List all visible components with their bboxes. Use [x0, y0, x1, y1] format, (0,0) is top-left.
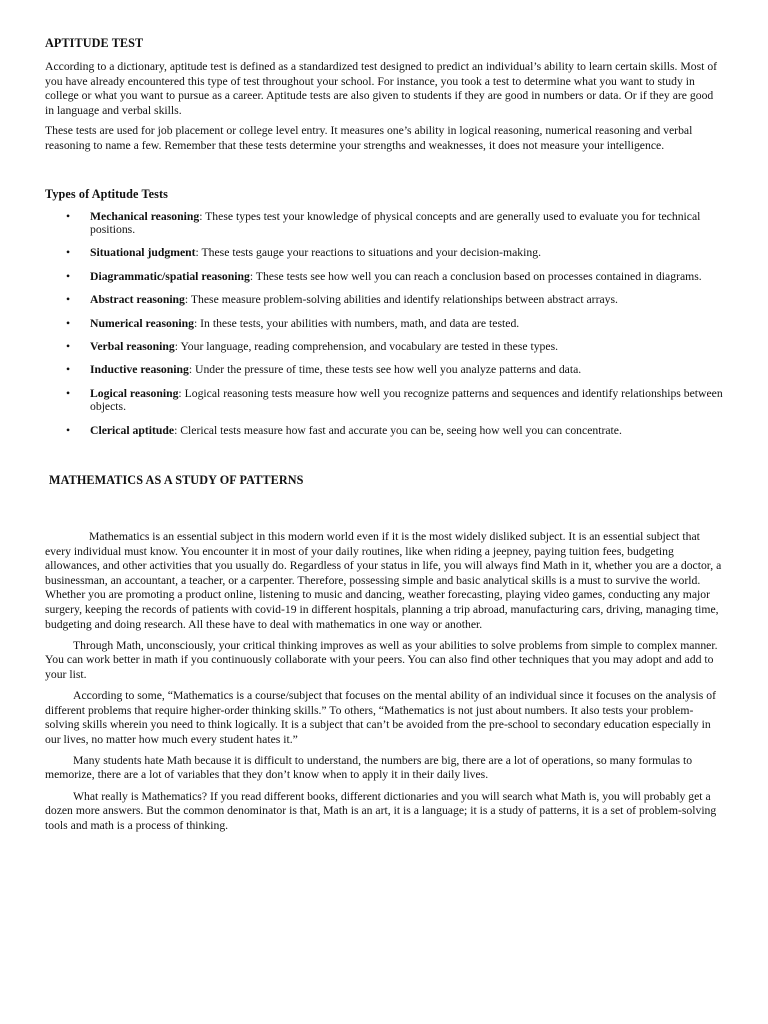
list-item — [45, 363, 724, 376]
list-item-term: Numerical reasoning — [90, 316, 194, 330]
aptitude-definition-paragraph: According to a dictionary, aptitude test is defined as a standardized test designed to predict an individual’s ability to learn certain skills. Most of you have already encountered this type of test throughout your school. For instance, you took a test to determine what you want to study in college or what you want to pursue as a career. Aptitude tests are also given to students if they are good in numbers or data. Or if they are good in language and verbal skills. — [45, 60, 718, 117]
bullet-icon: • — [66, 209, 71, 223]
bullet-icon: • — [66, 423, 71, 437]
list-item-term: Logical reasoning — [90, 386, 179, 400]
list-item-desc: : Logical reasoning tests measure how well you recognize patterns and sequences and identify relationships between objects. — [90, 386, 723, 414]
list-item-desc: : These types test your knowledge of physical concepts and are generally used to evaluate you for technical positions. — [90, 209, 701, 236]
list-item — [45, 424, 724, 437]
list-item — [45, 246, 724, 259]
list-item — [45, 317, 724, 330]
list-item-term: Inductive reasoning — [90, 363, 189, 377]
list-item-desc: : In these tests, your abilities with numbers, math, and data are tested. — [194, 316, 520, 330]
list-item-term: Abstract reasoning — [90, 293, 185, 307]
list-item — [45, 340, 724, 353]
bullet-icon: • — [66, 269, 71, 283]
list-item-term: Diagrammatic/spatial reasoning — [90, 269, 250, 283]
list-item-term: Verbal reasoning — [90, 340, 175, 353]
bullet-icon: • — [66, 246, 71, 260]
types-list — [45, 210, 724, 437]
list-item-term: Clerical aptitude — [90, 423, 175, 437]
list-item-term: Situational judgment — [90, 246, 196, 260]
math-paragraph-1: Mathematics is an essential subject in this modern world even if it is the most widely disliked subject. It is an essential subject that every individual must know. You encounter it in most of your daily routines, like when riding a jeepney, paying tuition fees, budgeting allowances, and other activities that you usually do. Regardless of your status in life, you will always find Math in it, whether you are a doctor, a businessman, an accountant, a teacher, or a carpenter. Therefore, possessing simple and basic analytical skills is a must to survive the world. Whether you are promoting a product online, listening to music and dancing, weather forecasting, playing video games, conducting any major surgery, keeping the records of patients with covid-19 in different hospitals, planning a trip abroad, manufacturing cars, driving, managing time, budgeting and doing research. All these have to deal with mathematics in one way or another. — [45, 530, 722, 631]
math-paragraph-2: Through Math, unconsciously, your critical thinking improves as well as your abilities to solve problems from simple to complex manner. You can work better in math if you continuously collaborate with your peers. You can also find other techniques that you may adopt and add to your list. — [45, 638, 718, 681]
math-paragraph-3: According to some, “Mathematics is a course/subject that focuses on the mental ability of an individual since it focuses on the analysis of different problems that require higher-order thinking skills.” To others, “Mathematics is not just about numbers. It also tests your problem-solving skills wherein you need to think logically. It is a subject that can’t be avoided from the pre-school to secondary education especially in our lives, no matter how much every student hates it.” — [45, 688, 716, 746]
math-paragraph-5: What really is Mathematics? If you read different books, different dictionaries and you will search what Math is, you will probably get a dozen more answers. But the common denominator is that, Math is an art, it is a language; it is a study of patterns, it is a set of problem-solving tools and math is a process of thinking. — [45, 789, 717, 832]
bullet-icon: • — [66, 386, 71, 400]
list-item-desc: : These tests gauge your reactions to situations and your decision-making. — [195, 246, 541, 260]
bullet-icon: • — [66, 293, 71, 307]
list-item-term: Mechanical reasoning — [90, 209, 200, 223]
list-item-desc: : These measure problem-solving abilities and identify relationships between abstract arrays. — [184, 293, 618, 307]
list-item — [45, 210, 724, 237]
list-item-desc: : Under the pressure of time, these tests see how well you analyze patterns and data. — [188, 363, 582, 377]
list-item — [45, 293, 724, 306]
bullet-icon: • — [66, 363, 71, 377]
aptitude-usage-paragraph: These tests are used for job placement or college level entry. It measures one’s ability in logical reasoning, numerical reasoning and verbal reasoning to name a few. Remember that these tests determine your strengths and weaknesses, it does not measure your intelligence. — [45, 124, 693, 152]
aptitude-test-heading: APTITUDE TEST — [45, 36, 144, 50]
types-heading: Types of Aptitude Tests — [45, 186, 168, 201]
mathematics-heading: MATHEMATICS AS A STUDY OF PATTERNS — [49, 473, 304, 488]
math-paragraph-4: Many students hate Math because it is difficult to understand, the numbers are big, there are a lot of operations, so many formulas to memorize, there are a lot of variables that they don’t know when to apply it in their daily lives. — [45, 753, 693, 782]
list-item-desc: : Clerical tests measure how fast and accurate you can be, seeing how well you can concentrate. — [174, 423, 622, 437]
list-item-desc: : Your language, reading comprehension, and vocabulary are tested in these types. — [174, 340, 559, 353]
list-item — [45, 387, 724, 414]
bullet-icon: • — [66, 316, 71, 330]
list-item-desc: : These tests see how well you can reach a conclusion based on processes contained in diagrams. — [249, 269, 702, 283]
list-item — [45, 270, 724, 283]
bullet-icon: • — [66, 340, 71, 353]
